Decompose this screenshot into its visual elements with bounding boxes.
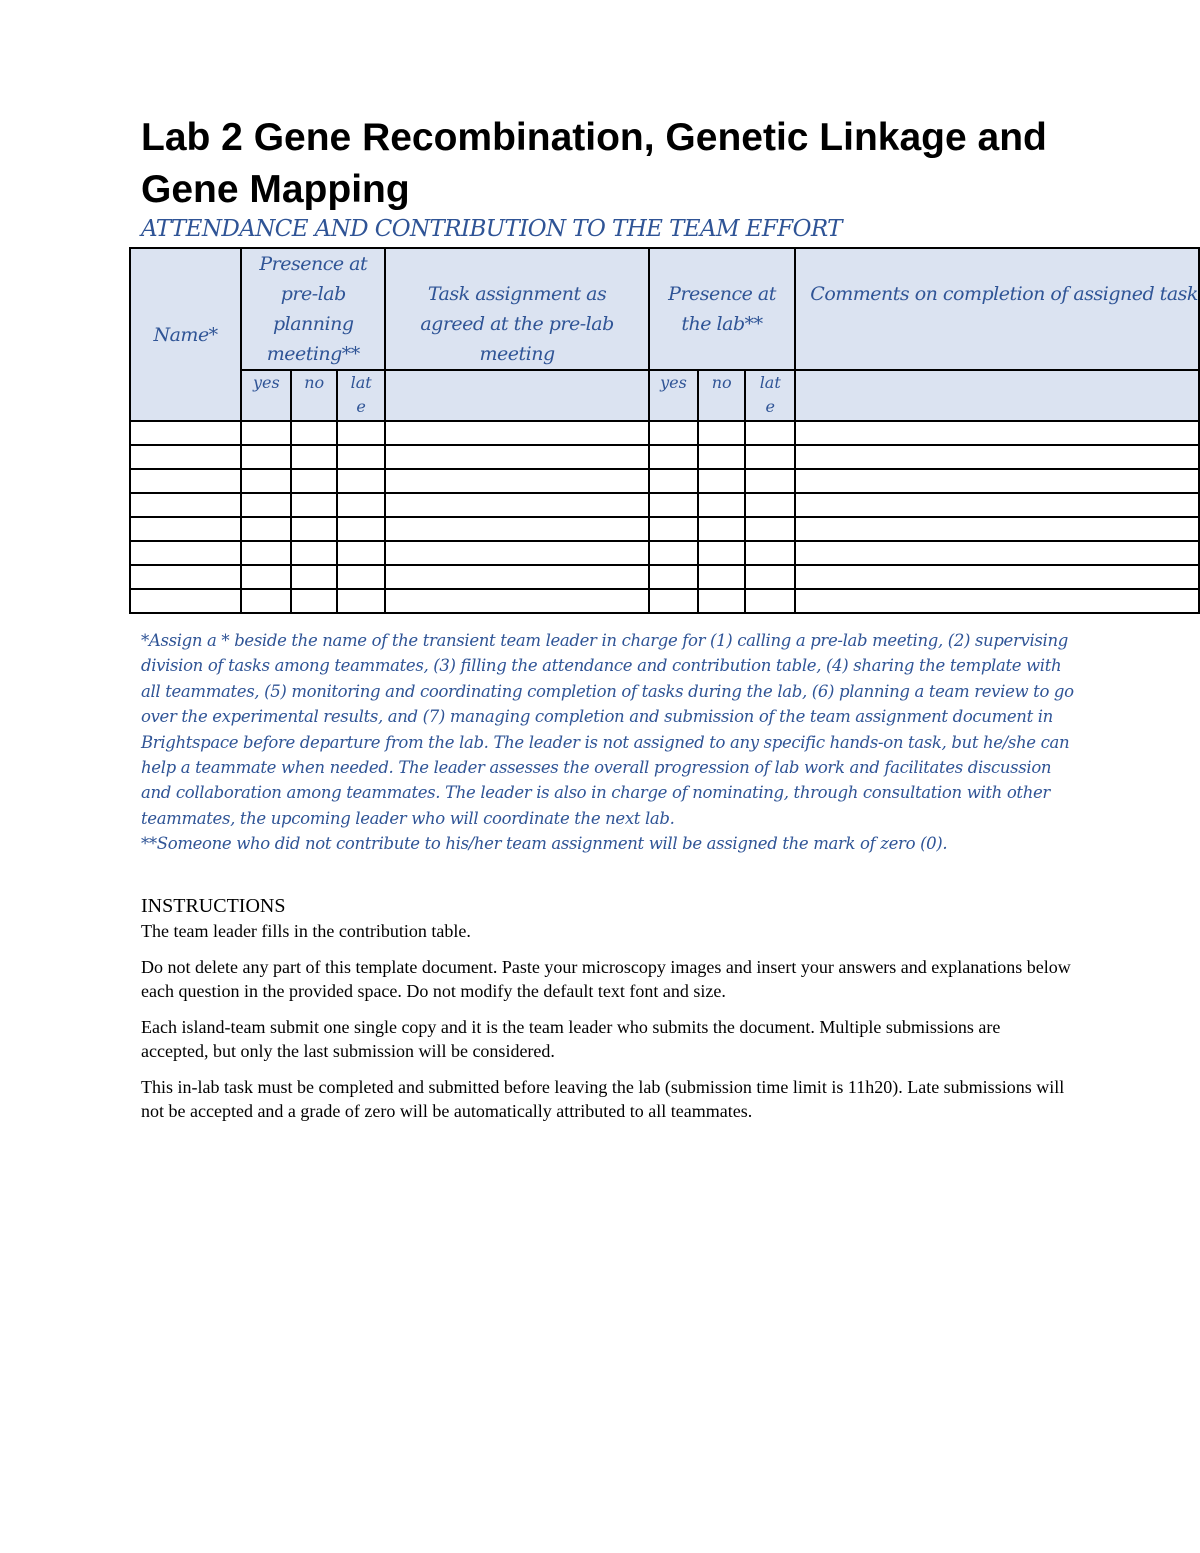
instruction-paragraph: This in-lab task must be completed and submitted before leaving the lab (submission time limit is 11h20). Late submissions will not be accepted and a grade of zero will be automatically attributed to all teammates. — [141, 1076, 1065, 1121]
instructions-block — [141, 894, 1071, 1135]
table-row — [130, 421, 1199, 445]
comments-cell[interactable] — [795, 565, 1199, 589]
lab-no-cell[interactable] — [698, 565, 745, 589]
comments-cell[interactable] — [795, 469, 1199, 493]
comments-cell[interactable] — [795, 421, 1199, 445]
name-cell[interactable] — [130, 565, 241, 589]
notes-block — [141, 628, 1076, 857]
table-row — [130, 565, 1199, 589]
lab-late-cell[interactable] — [745, 565, 795, 589]
name-cell[interactable] — [130, 541, 241, 565]
prelab-late-cell[interactable] — [337, 589, 385, 613]
prelab-yes-cell[interactable] — [241, 541, 291, 565]
prelab-late-cell[interactable] — [337, 421, 385, 445]
lab-no-cell[interactable] — [698, 541, 745, 565]
lab-yes-cell[interactable] — [649, 517, 698, 541]
task-cell[interactable] — [385, 541, 648, 565]
comments-cell[interactable] — [795, 445, 1199, 469]
lab-no-cell[interactable] — [698, 517, 745, 541]
name-cell[interactable] — [130, 493, 241, 517]
table-row — [130, 469, 1199, 493]
header-name: Name* — [130, 248, 241, 421]
instruction-paragraph: Each island-team submit one single copy and it is the team leader who submits the document. Multiple submissions are accepted, but only the last submission will be considered. — [141, 1016, 1001, 1061]
table-row — [130, 445, 1199, 469]
name-cell[interactable] — [130, 469, 241, 493]
lab-no-cell[interactable] — [698, 493, 745, 517]
prelab-no-cell[interactable] — [291, 517, 336, 541]
prelab-late-cell[interactable] — [337, 517, 385, 541]
instruction-paragraph: The team leader fills in the contribution table. — [141, 921, 471, 941]
subheader-lab-late: late — [745, 370, 795, 421]
lab-yes-cell[interactable] — [649, 589, 698, 613]
subheader-task-blank — [385, 370, 648, 421]
subheader-prelab-yes: yes — [241, 370, 291, 421]
task-cell[interactable] — [385, 445, 648, 469]
subheader-prelab-late: late — [337, 370, 385, 421]
lab-late-cell[interactable] — [745, 421, 795, 445]
name-cell[interactable] — [130, 445, 241, 469]
lab-yes-cell[interactable] — [649, 421, 698, 445]
header-lab-presence: Presence at the lab** — [649, 248, 796, 370]
prelab-no-cell[interactable] — [291, 493, 336, 517]
prelab-late-cell[interactable] — [337, 565, 385, 589]
prelab-yes-cell[interactable] — [241, 421, 291, 445]
prelab-late-cell[interactable] — [337, 493, 385, 517]
leader-note: *Assign a * beside the name of the transient team leader in charge for (1) calling a pre-lab meeting, (2) supervising division of tasks among teammates, (3) filling the attendance and contribution table, (4) sharing the template with all teammates, (5) monitoring and coordinating completion of tasks during the lab, (6) planning a team review to go over the experimental results, and (7) managing completion and submission of the team assignment document in Brightspace before departure from the lab. The leader is not assigned to any specific hands-on task, but he/she can help a teammate when needed. The leader assesses the overall progression of lab work and facilitates discussion and collaboration among teammates. The leader is also in charge of nominating, through consultation with other teammates, the upcoming leader who will coordinate the next lab. — [141, 631, 1074, 828]
prelab-late-cell[interactable] — [337, 445, 385, 469]
lab-yes-cell[interactable] — [649, 565, 698, 589]
prelab-no-cell[interactable] — [291, 469, 336, 493]
comments-cell[interactable] — [795, 541, 1199, 565]
prelab-yes-cell[interactable] — [241, 589, 291, 613]
lab-yes-cell[interactable] — [649, 445, 698, 469]
prelab-yes-cell[interactable] — [241, 445, 291, 469]
prelab-no-cell[interactable] — [291, 589, 336, 613]
subheader-comments-blank — [795, 370, 1199, 421]
contribution-table — [129, 247, 1200, 614]
prelab-no-cell[interactable] — [291, 565, 336, 589]
comments-cell[interactable] — [795, 493, 1199, 517]
name-cell[interactable] — [130, 589, 241, 613]
subheader-lab-yes: yes — [649, 370, 698, 421]
lab-late-cell[interactable] — [745, 445, 795, 469]
header-comments: Comments on completion of assigned task — [795, 248, 1199, 370]
document-title: Lab 2 Gene Recombination, Genetic Linkage and Gene Mapping — [141, 116, 1047, 211]
lab-yes-cell[interactable] — [649, 493, 698, 517]
prelab-no-cell[interactable] — [291, 445, 336, 469]
lab-no-cell[interactable] — [698, 445, 745, 469]
prelab-no-cell[interactable] — [291, 541, 336, 565]
table-row — [130, 517, 1199, 541]
table-row — [130, 493, 1199, 517]
table-body — [130, 421, 1199, 613]
lab-late-cell[interactable] — [745, 541, 795, 565]
instructions-heading: INSTRUCTIONS — [141, 895, 286, 917]
task-cell[interactable] — [385, 421, 648, 445]
comments-cell[interactable] — [795, 517, 1199, 541]
task-cell[interactable] — [385, 469, 648, 493]
lab-no-cell[interactable] — [698, 469, 745, 493]
prelab-late-cell[interactable] — [337, 541, 385, 565]
prelab-yes-cell[interactable] — [241, 493, 291, 517]
contribution-table-container — [129, 247, 1200, 627]
prelab-yes-cell[interactable] — [241, 517, 291, 541]
lab-yes-cell[interactable] — [649, 469, 698, 493]
comments-cell[interactable] — [795, 589, 1199, 613]
lab-late-cell[interactable] — [745, 517, 795, 541]
lab-late-cell[interactable] — [745, 493, 795, 517]
instruction-paragraph: Do not delete any part of this template document. Paste your microscopy images and insert your answers and explanations below each question in the provided space. Do not modify the default text font and size. — [141, 956, 1071, 1001]
prelab-yes-cell[interactable] — [241, 565, 291, 589]
lab-late-cell[interactable] — [745, 469, 795, 493]
prelab-late-cell[interactable] — [337, 469, 385, 493]
prelab-yes-cell[interactable] — [241, 469, 291, 493]
task-cell[interactable] — [385, 493, 648, 517]
section-subtitle: ATTENDANCE AND CONTRIBUTION TO THE TEAM EFFORT — [141, 216, 842, 242]
name-cell[interactable] — [130, 421, 241, 445]
table-row — [130, 541, 1199, 565]
table-row — [130, 589, 1199, 613]
task-cell[interactable] — [385, 517, 648, 541]
prelab-no-cell[interactable] — [291, 421, 336, 445]
task-cell[interactable] — [385, 565, 648, 589]
zero-mark-note: **Someone who did not contribute to his/her team assignment will be assigned the mark of zero (0). — [141, 834, 948, 854]
lab-no-cell[interactable] — [698, 421, 745, 445]
name-cell[interactable] — [130, 517, 241, 541]
lab-no-cell[interactable] — [698, 589, 745, 613]
subheader-lab-no: no — [698, 370, 745, 421]
header-prelab-presence: Presence at pre-lab planning meeting** — [241, 248, 385, 370]
header-task-assignment: Task assignment as agreed at the pre-lab meeting — [385, 248, 648, 370]
lab-late-cell[interactable] — [745, 589, 795, 613]
subheader-prelab-no: no — [291, 370, 336, 421]
lab-yes-cell[interactable] — [649, 541, 698, 565]
task-cell[interactable] — [385, 589, 648, 613]
